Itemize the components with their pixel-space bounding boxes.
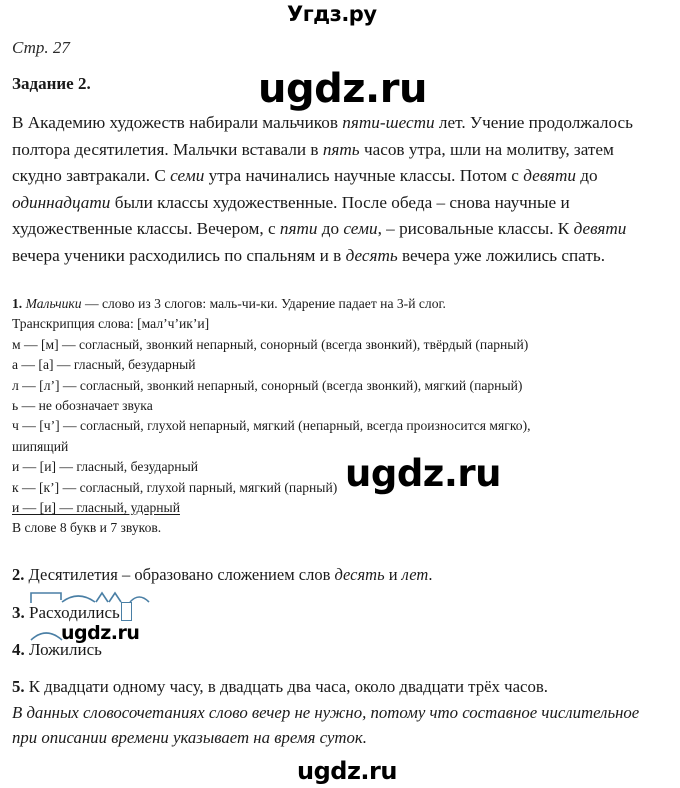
analysis-heading	[12, 294, 672, 314]
watermark-middle: ugdz.ru	[345, 452, 501, 495]
analysis-sound-line: ь — не обозначает звука	[12, 398, 153, 414]
ending-box-icon	[121, 602, 132, 621]
intro-seg-2: лет. Учение продолжалось полтора десятилетия. Мальчки вставали в	[12, 113, 633, 159]
intro-italic-1: пяти-шести	[342, 113, 435, 132]
phonetic-analysis-block	[12, 294, 672, 539]
intro-italic-2: пять	[322, 139, 360, 159]
page-stamp: Стр. 27	[12, 38, 70, 57]
analysis-word: Мальчики	[25, 296, 82, 311]
suffix-caret-icon	[109, 593, 121, 602]
intro-seg-8: , – рисовальные классы. К	[377, 219, 574, 238]
intro-italic-7: семи	[343, 219, 378, 238]
item-3-number: 3.	[12, 603, 25, 622]
analysis-summary: В слове 8 букв и 7 звуков.	[12, 520, 162, 536]
postfix-arc-icon	[130, 597, 149, 602]
watermark-header: ugdz.ru	[258, 66, 427, 112]
analysis-sound-line: и — [и] — гласный, безударный	[12, 459, 198, 475]
analysis-sound-line: ч — [ч’] — согласный, глухой непарный, мягкий (непарный, всегда произносится мягко),	[12, 418, 531, 434]
intro-seg-3: часов утра, шли на молитву, затем скудно завтракали. С	[12, 139, 614, 185]
intro-italic-4: девяти	[523, 166, 576, 185]
item-2-text-b: и	[384, 565, 402, 584]
prefix-bracket-icon	[31, 593, 61, 603]
analysis-sound-line: шипящий	[12, 438, 69, 454]
item-5-line-1: К двадцати одному часу, в двадцать два часа, около двадцати трёх часов.	[24, 677, 548, 696]
item-2-word-2: лет	[401, 565, 429, 584]
item-4-word: Ложились	[29, 640, 102, 659]
analysis-sound-line: л — [л’] — согласный, звонкий непарный, сонорный (всегда звонкий), мягкий (парный)	[12, 377, 523, 393]
morpheme-diagram-raskhodilis	[29, 601, 120, 625]
intro-seg-6: были классы художественные. После обеда – снова научные и художественные классы. Вечером, с	[12, 192, 570, 238]
task-title: Задание 2.	[12, 74, 91, 93]
suffix-caret-icon	[96, 593, 108, 602]
analysis-number: 1.	[12, 296, 23, 311]
item-4	[12, 638, 102, 662]
root-arc-icon	[62, 596, 95, 602]
intro-italic-9: десять	[345, 245, 398, 265]
analysis-sound-line: м — [м] — согласный, звонкий непарный, сонорный (всегда звонкий), твёрдый (парный)	[12, 336, 529, 352]
intro-italic-3: семи	[170, 166, 205, 185]
item-2-word-1: десять	[334, 565, 385, 584]
analysis-transcription: Транскрипция слова: [мал’ч’ик’и]	[12, 316, 210, 332]
intro-seg-5: до	[575, 166, 598, 185]
intro-seg-9: вечера ученики расходились по спальням и в	[12, 245, 346, 265]
item-5-number: 5.	[12, 677, 25, 696]
intro-seg-1: В Академию художеств набирали мальчиков	[12, 113, 343, 132]
item-5-line-2: В данных словосочетаниях слово вечер не нужно, потому что составное числительное при описании времени указывает на время суток.	[12, 702, 640, 747]
item-2	[12, 563, 432, 587]
item-2-number: 2.	[12, 565, 25, 584]
intro-seg-4: утра начинались научные классы. Потом с	[204, 166, 524, 185]
morpheme-diagram-lozhilis	[29, 638, 102, 662]
root-arc-icon	[31, 633, 62, 640]
intro-italic-6: пяти	[279, 219, 318, 238]
intro-seg-7: до	[317, 219, 344, 238]
item-2-text-a: Десятилетия – образовано сложением слов	[24, 565, 335, 584]
analysis-stressed-text: и — [и] — гласный, ударный	[12, 500, 180, 516]
watermark-small: ugdz.ru	[61, 622, 140, 644]
item-5	[12, 674, 662, 751]
item-2-text-c: .	[428, 565, 433, 584]
item-3	[12, 601, 120, 625]
watermark-bottom: ugdz.ru	[297, 757, 397, 785]
intro-italic-8: девяти	[573, 219, 627, 238]
item-3-word: Расходились	[29, 603, 120, 622]
intro-italic-5: одиннадцати	[12, 192, 111, 212]
analysis-sound-line: а — [а] — гласный, безударный	[12, 357, 196, 373]
analysis-heading-rest: — слово из 3 слогов: маль-чи-ки. Ударение падает на 3-й слог.	[81, 296, 446, 311]
item-4-number: 4.	[12, 640, 25, 659]
analysis-sound-line: к — [к’] — согласный, глухой парный, мягкий (парный)	[12, 479, 338, 495]
analysis-sound-line-stressed	[12, 498, 672, 518]
watermark-top: Угдз.ру	[287, 2, 377, 26]
intro-seg-10: вечера уже ложились спать.	[397, 245, 605, 265]
intro-paragraph	[12, 110, 657, 269]
